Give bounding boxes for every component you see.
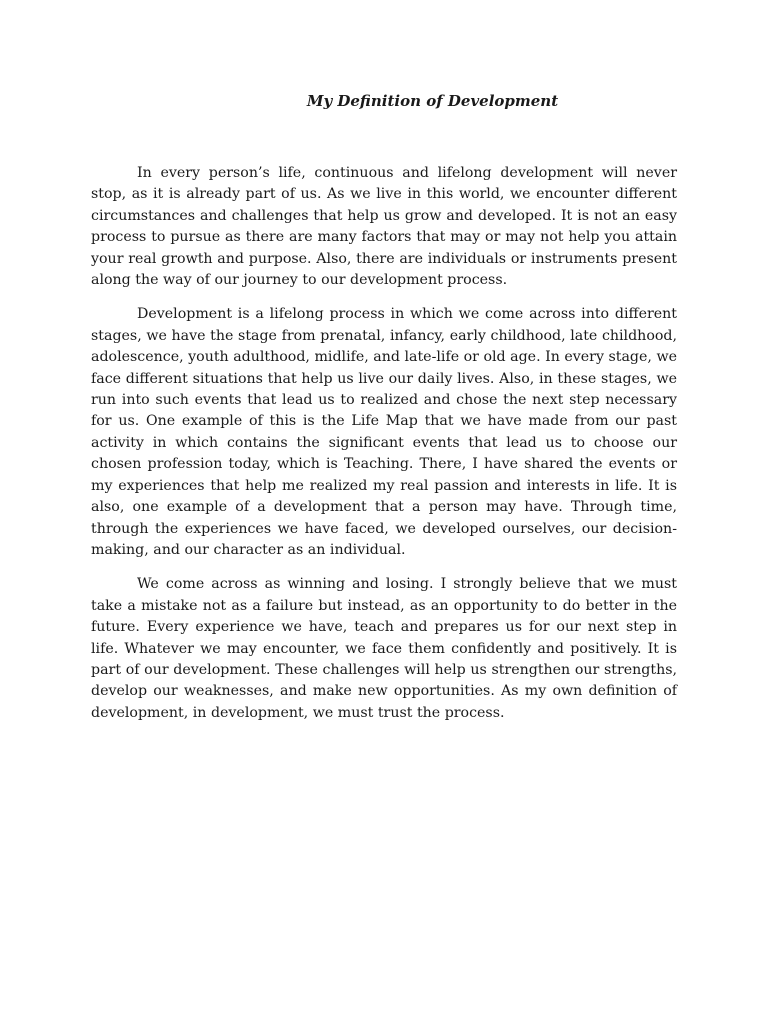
paragraph-3: We come across as winning and losing. I strongly believe that we must take a mistake not as a failure but instead, as an opportunity to do better in the future. Every experience we have, teach and prepares us for our next step in life. Whatever we may encounter, we face them confidently and positively. It is part of our development. These challenges will help us strengthen our strengths, develop our weaknesses, and make new opportunities. As my own definition of development, in development, we must trust the process. bbox=[91, 576, 677, 721]
document-title: My Definition of Development bbox=[306, 92, 559, 110]
document-body bbox=[91, 163, 677, 737]
paragraph-2: Development is a lifelong process in which we come across into different stages, we have the stage from prenatal, infancy, early childhood, late childhood, adolescence, youth adulthood, midlife, and late-life or old age. In every stage, we face different situations that help us live our daily lives. Also, in these stages, we run into such events that lead us to realized and chose the next step necessary for us. One example of this is the Life Map that we have made from our past activity in which contains the significant events that lead us to choose our chosen profession today, which is Teaching. There, I have shared the events or my experiences that help me realized my real passion and interests in life. It is also, one example of a development that a person may have. Through time, through the experiences we have faced, we developed ourselves, our decision-making, and our character as an individual. bbox=[91, 306, 677, 558]
paragraph-1: In every person’s life, continuous and lifelong development will never stop, as it is already part of us. As we live in this world, we encounter different circumstances and challenges that help us grow and developed. It is not an easy process to pursue as there are many factors that may or may not help you attain your real growth and purpose. Also, there are individuals or instruments present along the way of our journey to our development process. bbox=[91, 165, 677, 289]
